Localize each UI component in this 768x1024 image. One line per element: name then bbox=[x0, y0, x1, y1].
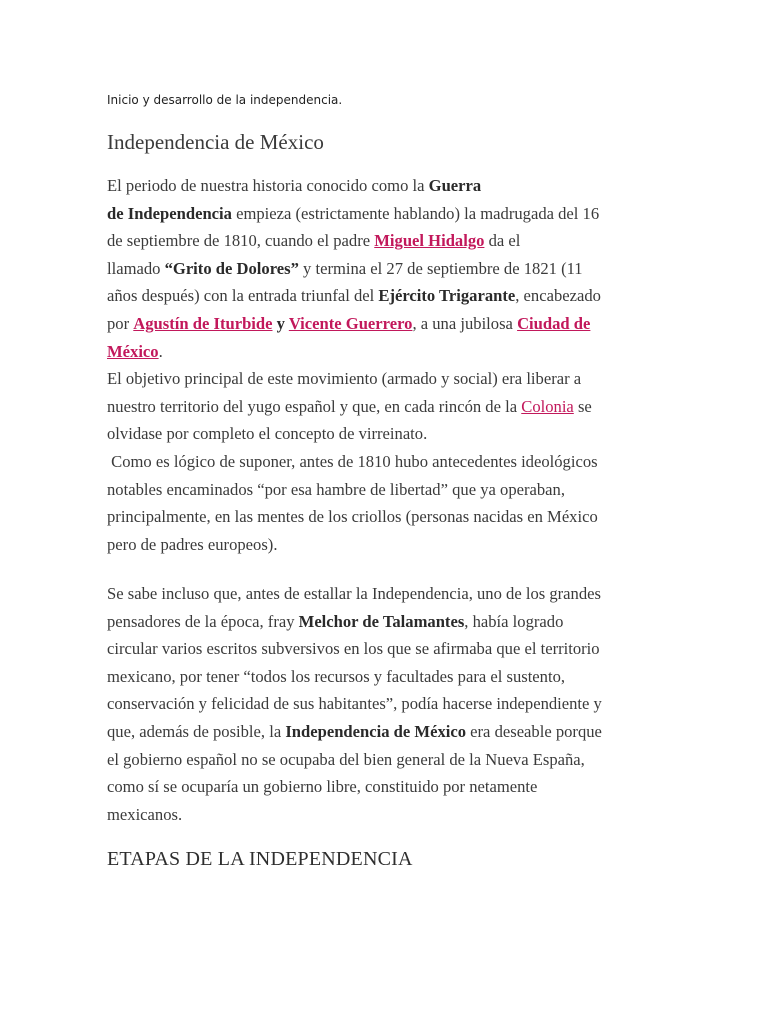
bold-text: Guerra bbox=[428, 176, 482, 195]
text-span: pensadores de la época, fray bbox=[107, 611, 299, 631]
page-title: Independencia de México bbox=[107, 130, 324, 154]
text-span: de septiembre de 1810, cuando el padre bbox=[107, 231, 375, 251]
text-line: como sí se ocuparía un gobierno libre, constituido por netamente bbox=[107, 777, 538, 797]
text-line bbox=[107, 255, 601, 283]
text-span: era deseable porque bbox=[466, 721, 602, 741]
text-line: conservación y felicidad de sus habitantes”, podía hacerse independiente y bbox=[107, 694, 602, 714]
text-line: mexicano, por tener “todos los recursos y facultades para el sustento, bbox=[107, 666, 566, 686]
bold-text: y bbox=[272, 313, 289, 333]
text-line bbox=[107, 393, 601, 421]
bold-text: Ejército Trigarante bbox=[378, 286, 516, 306]
text-line: Como es lógico de suponer, antes de 1810 hubo antecedentes ideológicos bbox=[107, 451, 598, 471]
bold-text: “Grito de Dolores” bbox=[164, 258, 299, 278]
link-miguel-hidalgo[interactable]: Miguel Hidalgo bbox=[374, 231, 485, 251]
text-span: nuestro territorio del yugo español y que, en cada rincón de la bbox=[107, 396, 522, 416]
text-line: circular varios escritos subversivos en los que se afirmaba que el territorio bbox=[107, 639, 600, 659]
text-span: por bbox=[107, 313, 134, 333]
text-line: mexicanos. bbox=[107, 804, 183, 824]
text-span: empieza (estrictamente hablando) la madrugada del 16 bbox=[231, 203, 600, 223]
text-span: llamado bbox=[107, 258, 165, 278]
link-vicente-guerrero[interactable]: Vicente Guerrero bbox=[288, 313, 413, 333]
text-line bbox=[107, 608, 602, 636]
text-line bbox=[107, 200, 601, 228]
paragraph-melchor-de-talamantes bbox=[107, 580, 602, 828]
bold-text: Independencia de México bbox=[285, 721, 467, 741]
text-span: El periodo de nuestra historia conocido como la bbox=[107, 176, 429, 195]
text-line bbox=[107, 282, 601, 310]
text-span: que, además de posible, la bbox=[107, 721, 286, 741]
text-line: principalmente, en las mentes de los criollos (personas nacidas en México bbox=[107, 507, 598, 527]
text-span: . bbox=[158, 341, 163, 361]
section-heading: ETAPAS DE LA INDEPENDENCIA bbox=[107, 848, 413, 870]
intro-line: Inicio y desarrollo de la independencia. bbox=[107, 93, 343, 107]
text-line bbox=[107, 338, 601, 366]
bold-text: de Independencia bbox=[107, 203, 232, 223]
text-span: años después) con la entrada triunfal del bbox=[107, 286, 379, 306]
text-line bbox=[107, 718, 602, 746]
text-line: olvidase por completo el concepto de virreinato. bbox=[107, 424, 428, 444]
text-line bbox=[107, 227, 601, 255]
bold-text: Melchor de Talamantes bbox=[298, 611, 465, 631]
text-line: El objetivo principal de este movimiento (armado y social) era liberar a bbox=[107, 369, 582, 389]
link-agustin-de-iturbide[interactable]: Agustín de Iturbide bbox=[133, 313, 273, 333]
text-span: , encabezado bbox=[515, 286, 601, 306]
text-line: Se sabe incluso que, antes de estallar la Independencia, uno de los grandes bbox=[107, 584, 601, 603]
text-span: da el bbox=[484, 231, 521, 251]
text-line bbox=[107, 172, 601, 200]
link-colonia[interactable]: Colonia bbox=[521, 396, 574, 416]
text-line: el gobierno español no se ocupaba del bien general de la Nueva España, bbox=[107, 749, 585, 769]
text-span: y termina el 27 de septiembre de 1821 (11 bbox=[298, 258, 583, 278]
link-ciudad-de-mexico[interactable]: Ciudad de bbox=[517, 313, 591, 333]
text-span: , había logrado bbox=[464, 611, 564, 631]
link-ciudad-de-mexico-cont[interactable]: México bbox=[107, 341, 159, 361]
text-span: , a una jubilosa bbox=[412, 313, 518, 333]
text-span: se bbox=[573, 396, 592, 416]
text-line: notables encaminados “por esa hambre de libertad” que ya operaban, bbox=[107, 479, 565, 499]
text-line bbox=[107, 310, 601, 338]
text-line: pero de padres europeos). bbox=[107, 534, 278, 554]
paragraph-guerra-independencia bbox=[107, 172, 601, 558]
